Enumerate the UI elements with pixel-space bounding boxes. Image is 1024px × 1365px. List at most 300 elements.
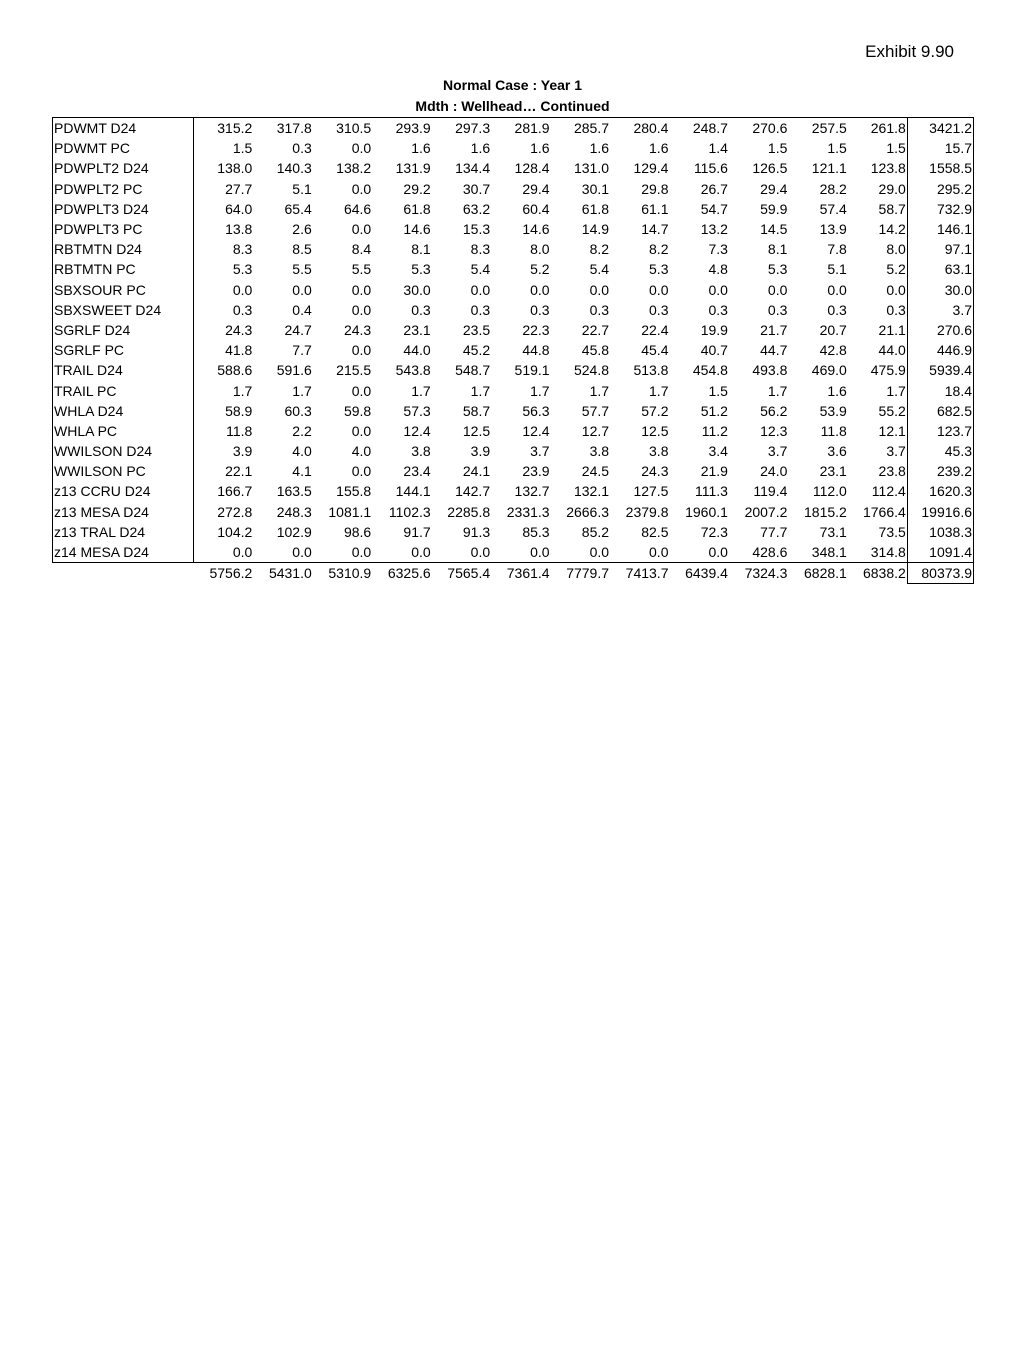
month-value-cell: 14.6 bbox=[403, 221, 431, 238]
row-total-cell: 3421.2 bbox=[907, 118, 973, 139]
month-value-cell: 13.8 bbox=[225, 221, 253, 238]
month-value-cell: 1.7 bbox=[470, 382, 491, 399]
month-value-cell: 12.3 bbox=[760, 422, 788, 439]
month-value-cell: 8.3 bbox=[232, 241, 253, 258]
table-row bbox=[53, 401, 974, 421]
month-value-cell: 77.7 bbox=[760, 523, 788, 540]
month-value-cell: 65.4 bbox=[284, 200, 312, 217]
month-value-cell: 58.7 bbox=[462, 402, 491, 419]
month-value-cell: 12.4 bbox=[522, 422, 550, 439]
table-row bbox=[53, 502, 974, 522]
month-value-cell: 56.3 bbox=[522, 402, 550, 419]
table-row bbox=[53, 259, 974, 279]
month-value-cell: 59.9 bbox=[760, 200, 788, 217]
month-value-cell: 1.5 bbox=[827, 140, 847, 157]
row-total-cell: 15.7 bbox=[907, 138, 973, 158]
month-value-cell: 0.4 bbox=[292, 301, 312, 318]
month-value-cell: 310.5 bbox=[313, 118, 372, 139]
month-value-cell: 138.0 bbox=[217, 160, 253, 177]
row-total-cell: 45.3 bbox=[907, 441, 973, 461]
row-label: SBXSOUR PC bbox=[53, 280, 194, 300]
month-value-cell: 55.2 bbox=[878, 402, 906, 419]
month-value-cell: 3.6 bbox=[827, 443, 847, 460]
table-row bbox=[53, 219, 974, 239]
month-value-cell: 1.7 bbox=[886, 382, 906, 399]
month-value-cell: 1.7 bbox=[589, 382, 610, 399]
month-total-cell: 7324.3 bbox=[744, 565, 788, 582]
month-value-cell: 129.4 bbox=[633, 160, 669, 177]
month-value-cell: 30.0 bbox=[403, 281, 431, 298]
month-value-cell: 85.2 bbox=[581, 523, 610, 540]
row-label: z13 CCRU D24 bbox=[53, 481, 194, 501]
month-value-cell: 1.5 bbox=[708, 382, 728, 399]
month-value-cell: 0.0 bbox=[491, 542, 550, 563]
row-label: PDWPLT2 D24 bbox=[53, 158, 194, 178]
month-value-cell: 3.9 bbox=[470, 443, 491, 460]
month-value-cell: 134.4 bbox=[455, 160, 491, 177]
month-value-cell: 0.3 bbox=[827, 301, 847, 318]
table-row bbox=[53, 340, 974, 360]
month-value-cell: 3.4 bbox=[708, 443, 728, 460]
month-value-cell: 24.7 bbox=[284, 321, 312, 338]
month-value-cell: 127.5 bbox=[633, 483, 669, 500]
month-value-cell: 3.7 bbox=[767, 443, 788, 460]
month-value-cell: 0.0 bbox=[470, 281, 491, 298]
month-value-cell: 22.4 bbox=[641, 321, 669, 338]
month-value-cell: 24.1 bbox=[462, 463, 491, 480]
month-value-cell: 26.7 bbox=[700, 180, 728, 197]
month-value-cell: 5.3 bbox=[649, 261, 669, 278]
month-value-cell: 3.9 bbox=[232, 443, 253, 460]
month-value-cell: 3.8 bbox=[589, 443, 610, 460]
row-total-cell: 239.2 bbox=[907, 461, 973, 481]
row-label: SBXSWEET D24 bbox=[53, 300, 194, 320]
month-value-cell: 5.1 bbox=[827, 261, 847, 278]
month-value-cell: 119.4 bbox=[753, 483, 788, 500]
month-value-cell: 0.0 bbox=[351, 281, 372, 298]
month-value-cell: 315.2 bbox=[194, 118, 253, 139]
month-value-cell: 28.2 bbox=[819, 180, 847, 197]
month-value-cell: 7.8 bbox=[827, 241, 847, 258]
month-value-cell: 82.5 bbox=[641, 523, 669, 540]
month-value-cell: 57.2 bbox=[641, 402, 669, 419]
month-value-cell: 23.1 bbox=[403, 321, 431, 338]
month-value-cell: 58.9 bbox=[225, 402, 253, 419]
row-total-cell: 295.2 bbox=[907, 179, 973, 199]
month-value-cell: 14.5 bbox=[760, 221, 788, 238]
month-value-cell: 5.2 bbox=[530, 261, 550, 278]
month-value-cell: 56.2 bbox=[760, 402, 788, 419]
month-value-cell: 12.5 bbox=[641, 422, 669, 439]
month-value-cell: 454.8 bbox=[692, 362, 728, 379]
month-value-cell: 131.9 bbox=[395, 160, 431, 177]
month-value-cell: 73.1 bbox=[819, 523, 847, 540]
month-value-cell: 40.7 bbox=[700, 342, 728, 359]
month-value-cell: 23.4 bbox=[403, 463, 431, 480]
month-value-cell: 21.9 bbox=[700, 463, 728, 480]
month-value-cell: 4.0 bbox=[351, 443, 372, 460]
month-total-cell: 6439.4 bbox=[685, 565, 728, 582]
month-value-cell: 1102.3 bbox=[388, 503, 431, 520]
month-value-cell: 29.4 bbox=[522, 180, 550, 197]
month-value-cell: 0.0 bbox=[351, 422, 372, 439]
row-label: TRAIL D24 bbox=[53, 360, 194, 380]
month-value-cell: 248.7 bbox=[669, 118, 728, 139]
month-value-cell: 1.6 bbox=[470, 140, 491, 157]
month-value-cell: 1.4 bbox=[708, 140, 728, 157]
month-value-cell: 24.3 bbox=[225, 321, 253, 338]
month-value-cell: 142.7 bbox=[455, 483, 491, 500]
totals-row bbox=[53, 563, 974, 584]
month-value-cell: 293.9 bbox=[372, 118, 431, 139]
row-label: PDWPLT3 D24 bbox=[53, 199, 194, 219]
table-row bbox=[53, 118, 974, 139]
month-value-cell: 138.2 bbox=[336, 160, 372, 177]
month-value-cell: 0.0 bbox=[551, 542, 610, 563]
month-value-cell: 8.5 bbox=[292, 241, 312, 258]
month-value-cell: 166.7 bbox=[217, 483, 253, 500]
month-value-cell: 1.7 bbox=[292, 382, 312, 399]
month-value-cell: 1.7 bbox=[767, 382, 788, 399]
table-row bbox=[53, 138, 974, 158]
table-row bbox=[53, 199, 974, 219]
row-label: RBTMTN PC bbox=[53, 259, 194, 279]
month-value-cell: 14.7 bbox=[641, 221, 669, 238]
month-value-cell: 13.2 bbox=[700, 221, 728, 238]
month-value-cell: 72.3 bbox=[700, 523, 728, 540]
month-value-cell: 85.3 bbox=[522, 523, 550, 540]
table-row bbox=[53, 380, 974, 400]
month-value-cell: 0.3 bbox=[530, 301, 550, 318]
month-value-cell: 1.5 bbox=[886, 140, 906, 157]
month-value-cell: 64.6 bbox=[343, 200, 372, 217]
month-value-cell: 57.7 bbox=[581, 402, 610, 419]
month-total-cell: 5431.0 bbox=[268, 565, 312, 582]
row-total-cell: 732.9 bbox=[907, 199, 973, 219]
row-total-cell: 18.4 bbox=[907, 380, 973, 400]
month-value-cell: 12.4 bbox=[403, 422, 431, 439]
month-value-cell: 2331.3 bbox=[506, 503, 550, 520]
row-label: PDWMT PC bbox=[53, 138, 194, 158]
month-value-cell: 22.7 bbox=[581, 321, 610, 338]
month-value-cell: 15.3 bbox=[462, 221, 491, 238]
month-value-cell: 22.3 bbox=[522, 321, 550, 338]
month-value-cell: 215.5 bbox=[336, 362, 372, 379]
row-total-cell: 1620.3 bbox=[907, 481, 973, 501]
month-value-cell: 548.7 bbox=[455, 362, 491, 379]
month-total-cell: 6828.1 bbox=[804, 565, 847, 582]
row-label: z13 TRAL D24 bbox=[53, 522, 194, 542]
table-row bbox=[53, 158, 974, 178]
row-total-cell: 30.0 bbox=[907, 280, 973, 300]
table-body bbox=[53, 118, 974, 584]
row-total-cell: 63.1 bbox=[907, 259, 973, 279]
month-value-cell: 8.1 bbox=[411, 241, 431, 258]
table-row bbox=[53, 239, 974, 259]
month-value-cell: 8.3 bbox=[470, 241, 491, 258]
month-value-cell: 1766.4 bbox=[862, 503, 906, 520]
month-total-cell: 7361.4 bbox=[506, 565, 550, 582]
month-value-cell: 144.1 bbox=[395, 483, 431, 500]
month-value-cell: 5.1 bbox=[292, 180, 312, 197]
month-value-cell: 5.3 bbox=[232, 261, 253, 278]
month-value-cell: 348.1 bbox=[788, 542, 847, 563]
month-value-cell: 280.4 bbox=[610, 118, 669, 139]
month-value-cell: 91.3 bbox=[462, 523, 491, 540]
month-value-cell: 2666.3 bbox=[566, 503, 610, 520]
row-total-cell: 5939.4 bbox=[907, 360, 973, 380]
data-table bbox=[52, 117, 974, 584]
month-value-cell: 57.3 bbox=[403, 402, 431, 419]
month-value-cell: 5.3 bbox=[411, 261, 431, 278]
month-value-cell: 45.8 bbox=[581, 342, 610, 359]
month-value-cell: 0.3 bbox=[708, 301, 728, 318]
month-total-cell: 5310.9 bbox=[328, 565, 372, 582]
month-value-cell: 0.0 bbox=[292, 281, 312, 298]
month-value-cell: 0.3 bbox=[411, 301, 431, 318]
row-label: z14 MESA D24 bbox=[53, 542, 194, 563]
month-total-cell: 7565.4 bbox=[447, 565, 491, 582]
table-row bbox=[53, 320, 974, 340]
month-value-cell: 0.0 bbox=[827, 281, 847, 298]
month-value-cell: 115.6 bbox=[693, 160, 728, 177]
month-value-cell: 8.2 bbox=[589, 241, 610, 258]
month-value-cell: 58.7 bbox=[878, 200, 906, 217]
month-value-cell: 0.3 bbox=[767, 301, 788, 318]
month-value-cell: 61.1 bbox=[641, 200, 669, 217]
month-value-cell: 30.1 bbox=[581, 180, 610, 197]
row-total-cell: 270.6 bbox=[907, 320, 973, 340]
month-value-cell: 29.4 bbox=[760, 180, 788, 197]
row-label: PDWPLT2 PC bbox=[53, 179, 194, 199]
month-value-cell: 314.8 bbox=[848, 542, 907, 563]
month-value-cell: 112.4 bbox=[871, 483, 906, 500]
month-value-cell: 121.1 bbox=[811, 160, 847, 177]
month-value-cell: 163.5 bbox=[276, 483, 312, 500]
month-value-cell: 1.6 bbox=[411, 140, 431, 157]
month-value-cell: 41.8 bbox=[225, 342, 253, 359]
month-value-cell: 2.2 bbox=[292, 422, 312, 439]
month-value-cell: 4.8 bbox=[708, 261, 728, 278]
table-row bbox=[53, 280, 974, 300]
month-value-cell: 0.0 bbox=[669, 542, 728, 563]
report-title: Normal Case : Year 1 bbox=[442, 77, 583, 93]
month-value-cell: 2.6 bbox=[292, 221, 312, 238]
row-label: WWILSON D24 bbox=[53, 441, 194, 461]
month-value-cell: 42.8 bbox=[819, 342, 847, 359]
row-total-cell: 123.7 bbox=[907, 421, 973, 441]
month-value-cell: 11.8 bbox=[226, 422, 253, 439]
table-row bbox=[53, 360, 974, 380]
month-value-cell: 12.1 bbox=[878, 422, 906, 439]
month-value-cell: 4.0 bbox=[292, 443, 312, 460]
month-value-cell: 102.9 bbox=[276, 523, 312, 540]
row-total-cell: 19916.6 bbox=[907, 502, 973, 522]
month-value-cell: 297.3 bbox=[432, 118, 491, 139]
month-value-cell: 0.0 bbox=[253, 542, 312, 563]
month-value-cell: 12.5 bbox=[462, 422, 491, 439]
row-label: TRAIL PC bbox=[53, 380, 194, 400]
month-value-cell: 8.0 bbox=[530, 241, 550, 258]
table-row bbox=[53, 481, 974, 501]
month-value-cell: 0.0 bbox=[530, 281, 550, 298]
month-value-cell: 257.5 bbox=[788, 118, 847, 139]
month-value-cell: 1081.1 bbox=[328, 503, 372, 520]
month-value-cell: 2007.2 bbox=[744, 503, 788, 520]
month-value-cell: 1.5 bbox=[232, 140, 253, 157]
row-total-cell: 1091.4 bbox=[907, 542, 973, 563]
month-value-cell: 23.9 bbox=[522, 463, 550, 480]
month-value-cell: 475.9 bbox=[870, 362, 906, 379]
month-value-cell: 24.0 bbox=[760, 463, 788, 480]
month-value-cell: 29.0 bbox=[878, 180, 906, 197]
row-label: WWILSON PC bbox=[53, 461, 194, 481]
grand-total-cell: 80373.9 bbox=[907, 563, 973, 584]
month-value-cell: 24.5 bbox=[581, 463, 610, 480]
month-value-cell: 131.0 bbox=[573, 160, 610, 177]
month-value-cell: 428.6 bbox=[729, 542, 788, 563]
month-value-cell: 285.7 bbox=[551, 118, 610, 139]
month-value-cell: 0.0 bbox=[589, 281, 610, 298]
month-value-cell: 104.2 bbox=[217, 523, 253, 540]
month-value-cell: 126.5 bbox=[752, 160, 788, 177]
month-value-cell: 2379.8 bbox=[625, 503, 669, 520]
month-value-cell: 60.3 bbox=[284, 402, 312, 419]
month-value-cell: 1.6 bbox=[827, 382, 847, 399]
row-label: z13 MESA D24 bbox=[53, 502, 194, 522]
month-value-cell: 123.8 bbox=[870, 160, 906, 177]
month-value-cell: 14.6 bbox=[522, 221, 550, 238]
month-value-cell: 524.8 bbox=[573, 362, 610, 379]
report-subtitle: Mdth : Wellhead… Continued bbox=[415, 98, 610, 114]
month-value-cell: 272.8 bbox=[217, 503, 253, 520]
month-value-cell: 11.2 bbox=[701, 422, 728, 439]
table-row bbox=[53, 300, 974, 320]
month-value-cell: 19.9 bbox=[700, 321, 728, 338]
month-value-cell: 1.7 bbox=[649, 382, 669, 399]
month-value-cell: 8.4 bbox=[351, 241, 372, 258]
month-value-cell: 270.6 bbox=[729, 118, 788, 139]
row-label: SGRLF PC bbox=[53, 340, 194, 360]
month-value-cell: 132.7 bbox=[514, 483, 550, 500]
month-value-cell: 61.8 bbox=[581, 200, 610, 217]
month-value-cell: 2285.8 bbox=[447, 503, 491, 520]
month-value-cell: 0.3 bbox=[470, 301, 491, 318]
month-value-cell: 45.4 bbox=[641, 342, 669, 359]
month-value-cell: 3.7 bbox=[886, 443, 906, 460]
month-value-cell: 60.4 bbox=[522, 200, 550, 217]
month-value-cell: 3.8 bbox=[411, 443, 431, 460]
month-value-cell: 0.0 bbox=[886, 281, 906, 298]
month-value-cell: 29.2 bbox=[403, 180, 431, 197]
month-value-cell: 0.0 bbox=[313, 542, 372, 563]
month-value-cell: 0.3 bbox=[649, 301, 669, 318]
month-value-cell: 73.5 bbox=[878, 523, 906, 540]
month-value-cell: 8.0 bbox=[886, 241, 906, 258]
month-value-cell: 44.8 bbox=[522, 342, 550, 359]
month-value-cell: 111.3 bbox=[694, 483, 728, 500]
month-value-cell: 0.0 bbox=[351, 301, 372, 318]
month-value-cell: 8.1 bbox=[767, 241, 788, 258]
month-value-cell: 44.0 bbox=[403, 342, 431, 359]
month-value-cell: 98.6 bbox=[343, 523, 372, 540]
month-value-cell: 44.7 bbox=[760, 342, 788, 359]
month-value-cell: 0.0 bbox=[232, 281, 253, 298]
month-value-cell: 21.1 bbox=[878, 321, 906, 338]
month-value-cell: 317.8 bbox=[253, 118, 312, 139]
month-total-cell: 6325.6 bbox=[387, 565, 431, 582]
table-row bbox=[53, 179, 974, 199]
month-value-cell: 0.0 bbox=[351, 180, 372, 197]
totals-row-spacer bbox=[53, 563, 194, 584]
month-value-cell: 155.8 bbox=[336, 483, 372, 500]
month-value-cell: 0.3 bbox=[589, 301, 610, 318]
month-value-cell: 57.4 bbox=[819, 200, 847, 217]
month-value-cell: 7.3 bbox=[708, 241, 728, 258]
month-value-cell: 5.4 bbox=[470, 261, 491, 278]
month-value-cell: 519.1 bbox=[514, 362, 550, 379]
exhibit-label: Exhibit 9.90 bbox=[865, 42, 954, 61]
month-value-cell: 493.8 bbox=[752, 362, 788, 379]
row-total-cell: 446.9 bbox=[907, 340, 973, 360]
month-value-cell: 53.9 bbox=[819, 402, 847, 419]
month-value-cell: 0.3 bbox=[232, 301, 253, 318]
month-value-cell: 1960.1 bbox=[685, 503, 728, 520]
month-value-cell: 0.0 bbox=[610, 542, 669, 563]
month-value-cell: 13.9 bbox=[819, 221, 847, 238]
row-total-cell: 682.5 bbox=[907, 401, 973, 421]
month-value-cell: 248.3 bbox=[276, 503, 312, 520]
row-label: PDWMT D24 bbox=[53, 118, 194, 139]
row-label: RBTMTN D24 bbox=[53, 239, 194, 259]
table-row bbox=[53, 421, 974, 441]
month-value-cell: 0.0 bbox=[351, 342, 372, 359]
month-value-cell: 1.6 bbox=[589, 140, 610, 157]
month-value-cell: 1.5 bbox=[767, 140, 788, 157]
month-value-cell: 44.0 bbox=[878, 342, 906, 359]
table-row bbox=[53, 461, 974, 481]
row-label: SGRLF D24 bbox=[53, 320, 194, 340]
month-value-cell: 14.2 bbox=[878, 221, 906, 238]
table-row bbox=[53, 522, 974, 542]
month-value-cell: 0.3 bbox=[292, 140, 312, 157]
month-value-cell: 0.0 bbox=[194, 542, 253, 563]
row-total-cell: 146.1 bbox=[907, 219, 973, 239]
month-value-cell: 0.0 bbox=[708, 281, 728, 298]
month-value-cell: 0.0 bbox=[351, 382, 372, 399]
month-value-cell: 3.8 bbox=[649, 443, 669, 460]
row-total-cell: 3.7 bbox=[907, 300, 973, 320]
month-value-cell: 0.3 bbox=[886, 301, 906, 318]
month-value-cell: 5.5 bbox=[351, 261, 372, 278]
month-value-cell: 22.1 bbox=[225, 463, 253, 480]
month-value-cell: 1.6 bbox=[530, 140, 550, 157]
month-value-cell: 27.7 bbox=[225, 180, 253, 197]
month-value-cell: 1.7 bbox=[530, 382, 550, 399]
month-value-cell: 0.0 bbox=[432, 542, 491, 563]
month-value-cell: 469.0 bbox=[811, 362, 847, 379]
month-value-cell: 21.7 bbox=[760, 321, 788, 338]
month-value-cell: 0.0 bbox=[351, 221, 372, 238]
month-value-cell: 543.8 bbox=[395, 362, 431, 379]
month-value-cell: 5.4 bbox=[589, 261, 610, 278]
month-value-cell: 23.1 bbox=[819, 463, 847, 480]
month-value-cell: 5.5 bbox=[292, 261, 312, 278]
month-value-cell: 1.6 bbox=[649, 140, 669, 157]
month-value-cell: 513.8 bbox=[633, 362, 669, 379]
month-value-cell: 1.7 bbox=[232, 382, 253, 399]
month-value-cell: 45.2 bbox=[462, 342, 491, 359]
